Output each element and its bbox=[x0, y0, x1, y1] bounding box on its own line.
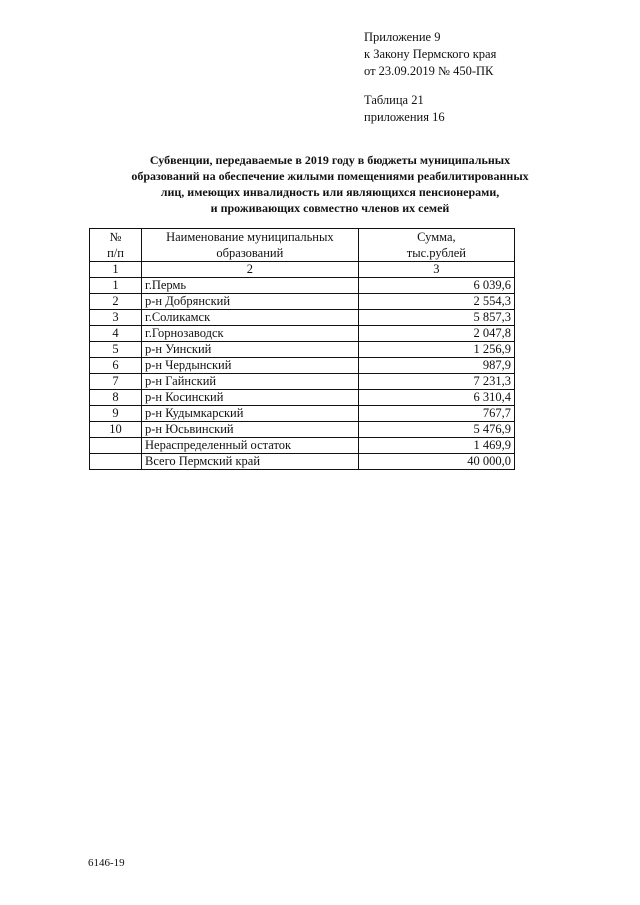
index-cell: 2 bbox=[142, 262, 359, 278]
total-sum: 40 000,0 bbox=[358, 454, 514, 470]
table-row bbox=[90, 390, 515, 406]
title-line: Субвенции, передаваемые в 2019 году в бюджеты муниципальных bbox=[149, 153, 511, 167]
row-num: 5 bbox=[90, 342, 142, 358]
document-title bbox=[100, 152, 560, 216]
total-row bbox=[90, 454, 515, 470]
row-name: р-н Уинский bbox=[142, 342, 359, 358]
table-row bbox=[90, 294, 515, 310]
unallocated-sum: 1 469,9 bbox=[358, 438, 514, 454]
row-sum: 6 039,6 bbox=[358, 278, 514, 294]
row-sum: 987,9 bbox=[358, 358, 514, 374]
annex-line: Приложение 9 bbox=[364, 30, 441, 44]
annex-line: к Закону Пермского края bbox=[364, 47, 497, 61]
row-sum: 5 476,9 bbox=[358, 422, 514, 438]
row-num: 10 bbox=[90, 422, 142, 438]
table-row bbox=[90, 406, 515, 422]
title-line: лиц, имеющих инвалидность или являющихся пенсионерами, bbox=[160, 185, 500, 199]
empty-cell bbox=[90, 438, 142, 454]
annex-header bbox=[364, 29, 496, 80]
unallocated-name: Нераспределенный остаток bbox=[142, 438, 359, 454]
unallocated-row bbox=[90, 438, 515, 454]
row-sum: 5 857,3 bbox=[358, 310, 514, 326]
total-name: Всего Пермский край bbox=[142, 454, 359, 470]
row-sum: 1 256,9 bbox=[358, 342, 514, 358]
row-name: р-н Кудымкарский bbox=[142, 406, 359, 422]
row-sum: 6 310,4 bbox=[358, 390, 514, 406]
row-num: 9 bbox=[90, 406, 142, 422]
row-num: 8 bbox=[90, 390, 142, 406]
column-index-row bbox=[90, 262, 515, 278]
title-line: и проживающих совместно членов их семей bbox=[210, 201, 450, 215]
row-num: 6 bbox=[90, 358, 142, 374]
row-num: 3 bbox=[90, 310, 142, 326]
row-sum: 767,7 bbox=[358, 406, 514, 422]
row-name: р-н Гайнский bbox=[142, 374, 359, 390]
table-row bbox=[90, 278, 515, 294]
table-reference bbox=[364, 92, 445, 126]
row-name: р-н Добрянский bbox=[142, 294, 359, 310]
empty-cell bbox=[90, 454, 142, 470]
row-num: 7 bbox=[90, 374, 142, 390]
table-row bbox=[90, 374, 515, 390]
title-line: образований на обеспечение жилыми помещениями реабилитированных bbox=[131, 169, 529, 183]
header-sum bbox=[358, 229, 514, 262]
header-sum-line: Сумма, bbox=[417, 230, 456, 244]
table-row bbox=[90, 342, 515, 358]
row-name: р-н Чердынский bbox=[142, 358, 359, 374]
table-row bbox=[90, 326, 515, 342]
header-name-line: образований bbox=[216, 246, 284, 260]
table-row bbox=[90, 358, 515, 374]
row-sum: 2 554,3 bbox=[358, 294, 514, 310]
row-num: 2 bbox=[90, 294, 142, 310]
subsidy-table bbox=[89, 228, 515, 470]
table-header-row bbox=[90, 229, 515, 262]
row-name: р-н Юсьвинский bbox=[142, 422, 359, 438]
row-name: р-н Косинский bbox=[142, 390, 359, 406]
row-name: г.Соликамск bbox=[142, 310, 359, 326]
row-num: 4 bbox=[90, 326, 142, 342]
row-sum: 2 047,8 bbox=[358, 326, 514, 342]
header-num-line: № bbox=[109, 230, 122, 244]
row-name: г.Пермь bbox=[142, 278, 359, 294]
index-cell: 1 bbox=[90, 262, 142, 278]
row-num: 1 bbox=[90, 278, 142, 294]
header-num-line: п/п bbox=[107, 246, 124, 260]
header-name-line: Наименование муниципальных bbox=[166, 230, 334, 244]
table-ref-line: приложения 16 bbox=[364, 110, 445, 124]
annex-line: от 23.09.2019 № 450-ПК bbox=[364, 64, 494, 78]
index-cell: 3 bbox=[358, 262, 514, 278]
table-row bbox=[90, 310, 515, 326]
table-row bbox=[90, 422, 515, 438]
document-code: 6146-19 bbox=[88, 857, 125, 869]
row-sum: 7 231,3 bbox=[358, 374, 514, 390]
header-num bbox=[90, 229, 142, 262]
header-sum-line: тыс.рублей bbox=[406, 246, 466, 260]
row-name: г.Горнозаводск bbox=[142, 326, 359, 342]
table-ref-line: Таблица 21 bbox=[364, 93, 424, 107]
header-name bbox=[142, 229, 359, 262]
